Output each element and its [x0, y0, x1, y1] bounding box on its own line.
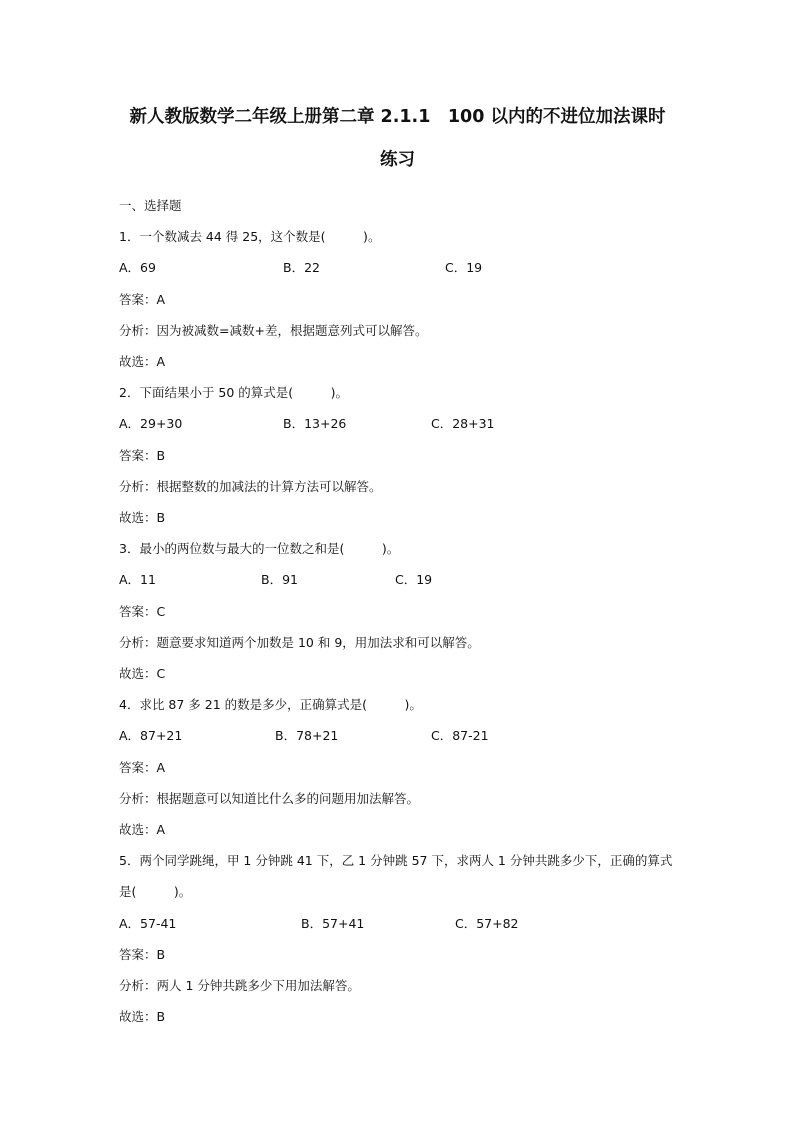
- option-a: A．29+30: [119, 416, 183, 432]
- question-stem: 2．下面结果小于 50 的算式是( )。: [119, 385, 349, 401]
- option-c: C．57+82: [455, 915, 519, 931]
- option-a: A．69: [119, 260, 156, 276]
- choice-line: 故选：A: [119, 354, 166, 369]
- option-c: C．87-21: [431, 728, 489, 744]
- question-stem: 5．两个同学跳绳，甲 1 分钟跳 41 下，乙 1 分钟跳 57 下，求两人 1 分钟共跳多少下，正确的算式是( )。: [119, 853, 673, 900]
- answer-line: 答案：A: [119, 759, 166, 775]
- options-row: [119, 408, 676, 439]
- option-b: B．91: [261, 572, 298, 588]
- question-1: [119, 221, 676, 377]
- option-c: C．19: [395, 572, 433, 588]
- option-b: B．13+26: [283, 416, 347, 432]
- choice-line: 故选：B: [119, 1009, 166, 1025]
- option-c: C．28+31: [431, 416, 495, 432]
- choice-line: 故选：B: [119, 510, 166, 525]
- answer-line: 答案：A: [119, 291, 166, 307]
- question-stem: 4．求比 87 多 21 的数是多少，正确算式是( )。: [119, 697, 422, 713]
- choice-line: 故选：C: [119, 666, 166, 681]
- options-row: [119, 252, 676, 283]
- document-title: [119, 0, 676, 182]
- option-b: B．57+41: [301, 915, 365, 931]
- option-a: A．11: [119, 572, 156, 588]
- question-stem: 1．一个数减去 44 得 25，这个数是( )。: [119, 229, 381, 245]
- option-b: B．78+21: [275, 728, 339, 744]
- options-row: [119, 564, 676, 595]
- analysis-line: 分析：因为被减数=减数+差，根据题意列式可以解答。: [119, 322, 428, 338]
- options-row: [119, 908, 676, 939]
- analysis-line: 分析：根据题意可以知道比什么多的问题用加法解答。: [119, 790, 420, 806]
- question-3: [119, 533, 676, 689]
- title-line-2: 练习: [380, 150, 415, 170]
- section-heading: 一、选择题: [119, 198, 182, 213]
- option-b: B．22: [283, 260, 320, 276]
- answer-line: 答案：C: [119, 603, 166, 619]
- option-a: A．57-41: [119, 915, 177, 931]
- analysis-line: 分析：两人 1 分钟共跳多少下用加法解答。: [119, 978, 360, 993]
- question-stem: 3．最小的两位数与最大的一位数之和是( )。: [119, 541, 400, 557]
- option-a: A．87+21: [119, 728, 183, 744]
- title-line-1: 新人教版数学二年级上册第二章 2.1.1 100 以内的不进位加法课时: [129, 107, 666, 127]
- analysis-line: 分析：题意要求知道两个加数是 10 和 9，用加法求和可以解答。: [119, 634, 480, 650]
- question-5: [119, 845, 676, 1032]
- choice-line: 故选：A: [119, 822, 166, 837]
- option-c: C．19: [445, 260, 483, 276]
- question-2: [119, 377, 676, 533]
- analysis-line: 分析：根据整数的加减法的计算方法可以解答。: [119, 478, 382, 494]
- question-4: [119, 689, 676, 845]
- answer-line: 答案：B: [119, 447, 166, 463]
- options-row: [119, 720, 676, 751]
- answer-line: 答案：B: [119, 946, 166, 962]
